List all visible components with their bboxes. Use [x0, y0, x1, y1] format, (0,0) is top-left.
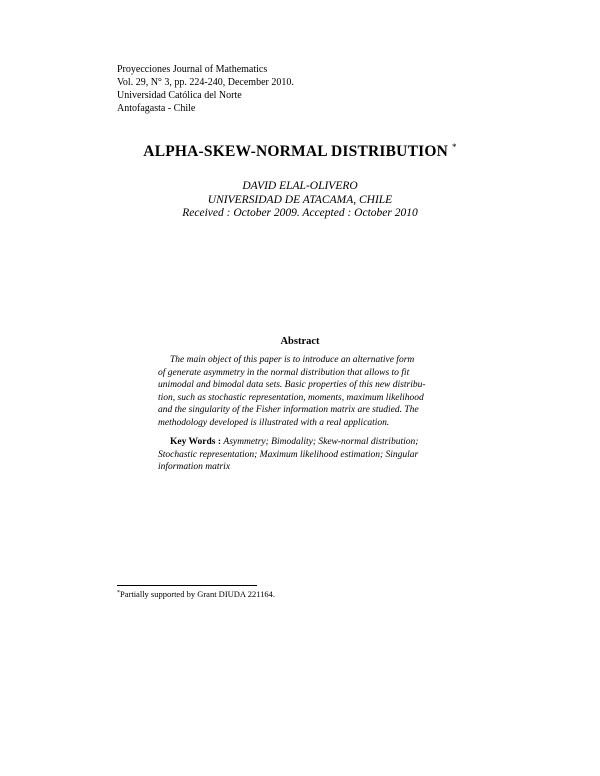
- abstract-line: unimodal and bimodal data sets. Basic properties of this new distribu-: [158, 380, 426, 390]
- abstract-body: [158, 354, 440, 429]
- abstract-line: and the singularity of the Fisher information matrix are studied. The: [158, 405, 419, 415]
- footnote-text: Partially supported by Grant DIUDA 221164.: [120, 589, 276, 599]
- keywords-line: Stochastic representation; Maximum likelihood estimation; Singular: [158, 449, 419, 460]
- keywords-label: Key Words :: [170, 437, 222, 447]
- footnote-rule: [117, 585, 257, 586]
- footnote: [117, 589, 275, 599]
- journal-university: Universidad Católica del Norte: [117, 90, 242, 101]
- journal-location: Antofagasta - Chile: [117, 103, 196, 114]
- author-affiliation: UNIVERSIDAD DE ATACAMA, CHILE: [207, 193, 393, 206]
- paper-title-text: ALPHA-SKEW-NORMAL DISTRIBUTION: [143, 143, 448, 160]
- abstract-line: The main object of this paper is to introduce an alternative form: [170, 355, 415, 365]
- abstract-line: tion, such as stochastic representation, moments, maximum likelihood: [158, 392, 424, 403]
- abstract-heading: Abstract: [280, 336, 320, 347]
- paper-title: [0, 142, 600, 161]
- title-footnote-marker: *: [452, 142, 457, 152]
- journal-header: [117, 63, 294, 115]
- abstract-line: of generate asymmetry in the normal distribution that allows to fit: [158, 367, 410, 378]
- author-block: [0, 180, 600, 221]
- keywords-block: [158, 436, 440, 474]
- abstract-line: methodology developed is illustrated with a real application.: [158, 417, 390, 428]
- keywords-line: information matrix: [158, 462, 231, 472]
- received-accepted-dates: Received : October 2009. Accepted : October 2010: [182, 207, 418, 219]
- journal-name: Proyecciones Journal of Mathematics: [117, 64, 268, 75]
- journal-volume: Vol. 29, N° 3, pp. 224-240, December 2010.: [117, 77, 294, 88]
- footnote-marker: *: [117, 590, 120, 596]
- author-name: DAVID ELAL-OLIVERO: [242, 180, 358, 192]
- keywords-line: Asymmetry; Bimodality; Skew-normal distribution;: [223, 437, 419, 447]
